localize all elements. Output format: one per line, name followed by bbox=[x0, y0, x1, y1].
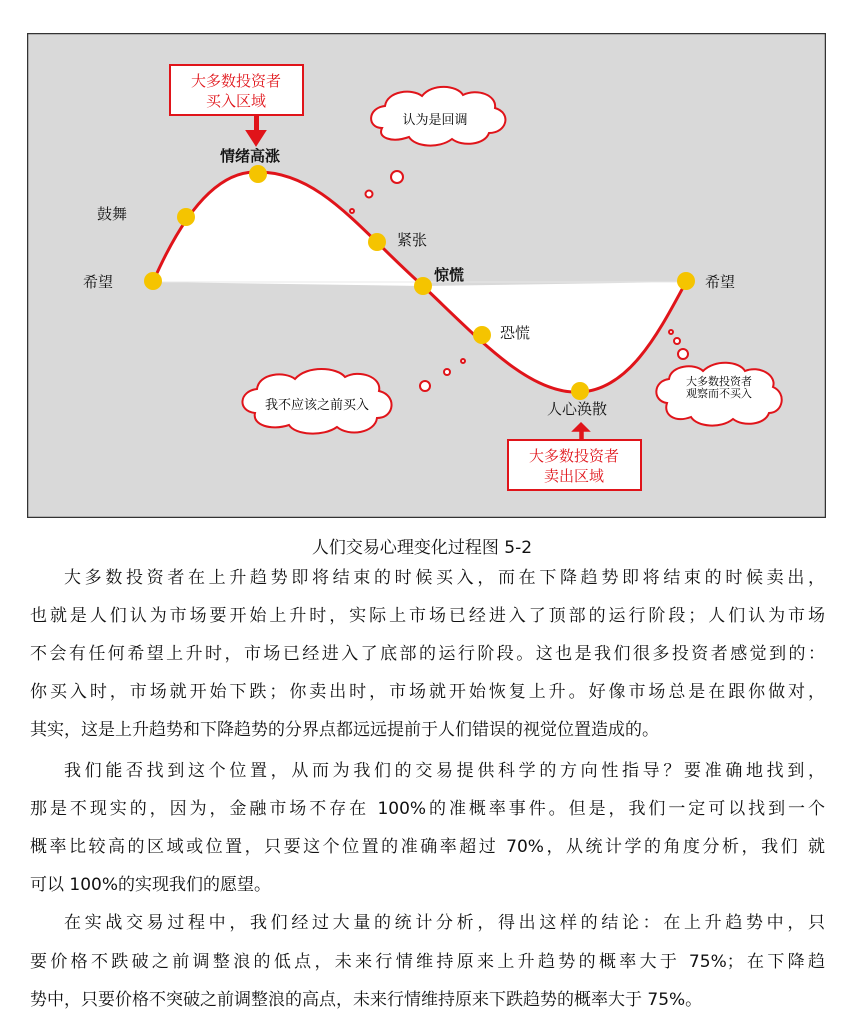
market-psychology-diagram bbox=[27, 33, 826, 518]
dot-hope-right bbox=[677, 272, 695, 290]
dot-panic bbox=[473, 326, 491, 344]
sell-zone-line1: 大多数投资者 bbox=[528, 447, 620, 465]
label-despair: 人心涣散 bbox=[547, 400, 608, 418]
label-encourage: 鼓舞 bbox=[97, 205, 128, 223]
label-hope-right: 希望 bbox=[705, 273, 736, 291]
dot-despair bbox=[571, 382, 589, 400]
paragraph-2-line: 概率比较高的区域或位置，只要这个位置的准确率超过 70%，从统计学的角度分析，我们 就 bbox=[30, 837, 825, 857]
paragraph-3-line: 势中，只要价格不突破之前调整浪的高点，未来行情维持原来下跌趋势的概率大于 75%。 bbox=[30, 990, 703, 1010]
sell-zone-line2: 卖出区域 bbox=[543, 467, 605, 485]
buy-zone-line1: 大多数投资者 bbox=[190, 72, 282, 90]
dot-alarm bbox=[414, 277, 432, 295]
paragraph-2-line: 那是不现实的，因为，金融市场不存在 100%的准概率事件。但是，我们一定可以找到一个 bbox=[30, 799, 825, 819]
bubble-should-not-buy-text: 我不应该之前买入 bbox=[264, 398, 370, 413]
dot-tension bbox=[368, 233, 386, 251]
paragraph-1-line: 不会有任何希望上升时，市场已经进入了底部的运行阶段。这也是我们很多投资者感觉到的： bbox=[30, 644, 825, 664]
bubble-watch-line1: 大多数投资者 bbox=[686, 375, 752, 388]
paragraph-2-line: 我们能否找到这个位置，从而为我们的交易提供科学的方向性指导？要准确地找到， bbox=[64, 761, 825, 781]
paragraph-1-line: 大多数投资者在上升趋势即将结束的时候买入，而在下降趋势即将结束的时候卖出， bbox=[64, 568, 825, 588]
paragraph-2-line: 可以 100%的实现我们的愿望。 bbox=[30, 875, 272, 895]
paragraph-1-line: 你买入时，市场就开始下跌；你卖出时，市场就开始恢复上升。好像市场总是在跟你做对， bbox=[30, 682, 825, 702]
label-hope-left: 希望 bbox=[83, 273, 114, 291]
dot-euphoria bbox=[249, 165, 267, 183]
figure-caption: 人们交易心理变化过程图 5-2 bbox=[311, 538, 533, 558]
label-alarm: 惊慌 bbox=[434, 266, 465, 284]
dot-encourage bbox=[177, 208, 195, 226]
label-panic: 恐慌 bbox=[500, 324, 531, 342]
label-tension: 紧张 bbox=[397, 231, 428, 249]
bubble-correction-text: 认为是回调 bbox=[402, 113, 468, 128]
paragraph-3-line: 在实战交易过程中，我们经过大量的统计分析，得出这样的结论：在上升趋势中，只 bbox=[64, 913, 825, 933]
label-euphoria: 情绪高涨 bbox=[220, 147, 281, 165]
bubble-watch-line2: 观察而不买入 bbox=[686, 387, 752, 400]
paragraph-1-line: 也就是人们认为市场要开始上升时，实际上市场已经进入了顶部的运行阶段；人们认为市场 bbox=[30, 606, 825, 626]
paragraph-1-line: 其实，这是上升趋势和下降趋势的分界点都远远提前于人们错误的视觉位置造成的。 bbox=[30, 720, 659, 740]
dot-hope-left bbox=[144, 272, 162, 290]
buy-zone-line2: 买入区域 bbox=[205, 92, 267, 110]
paragraph-3-line: 要价格不跌破之前调整浪的低点，未来行情维持原来上升趋势的概率大于 75%；在下降趋 bbox=[30, 952, 825, 972]
